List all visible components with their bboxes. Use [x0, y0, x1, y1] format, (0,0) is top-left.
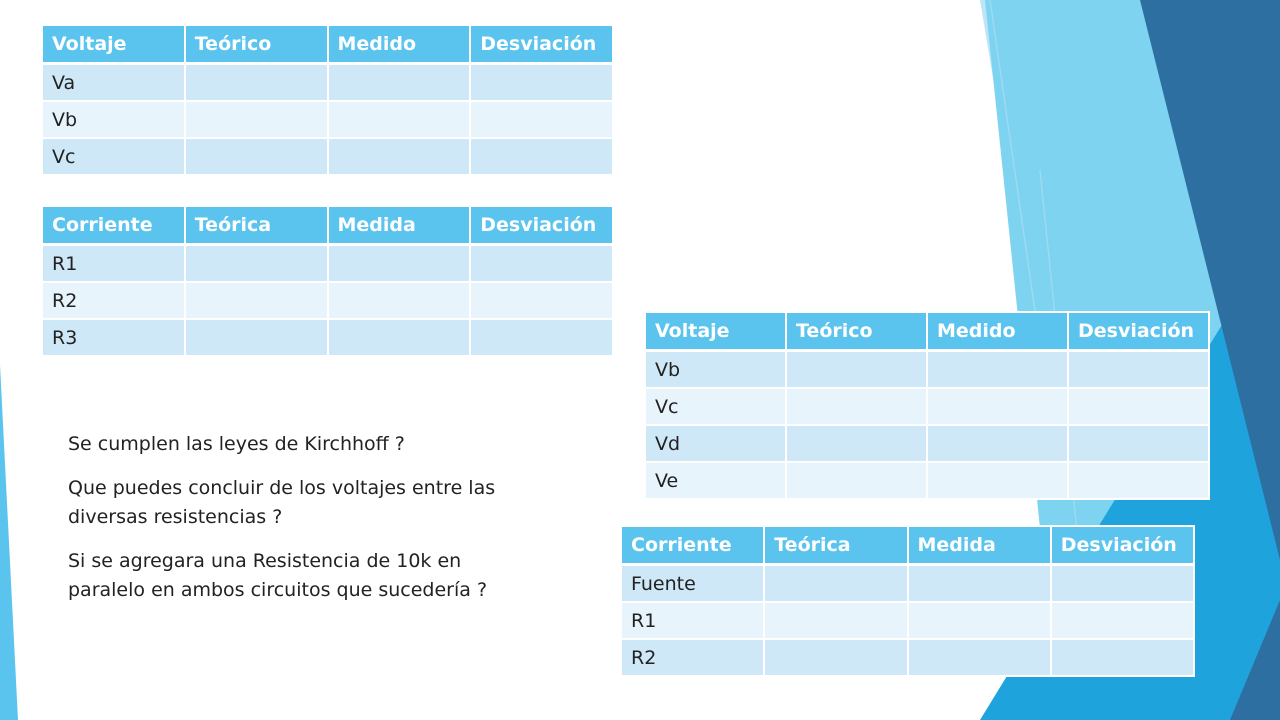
- value-cell: [786, 351, 927, 389]
- value-cell: [1068, 425, 1209, 462]
- value-cell: [786, 425, 927, 462]
- value-cell: [764, 602, 907, 639]
- row-label-cell: R3: [42, 319, 185, 356]
- table-row: [42, 64, 613, 102]
- row-label-cell: Vc: [42, 138, 185, 175]
- value-cell: [786, 462, 927, 499]
- row-label-cell: Ve: [645, 462, 786, 499]
- value-cell: [185, 319, 328, 356]
- current-table-2: [620, 525, 1195, 677]
- column-header: Medida: [328, 206, 471, 245]
- table-row: [42, 245, 613, 283]
- value-cell: [786, 388, 927, 425]
- row-label-cell: Vc: [645, 388, 786, 425]
- voltage-table-1: [41, 24, 614, 176]
- column-header: Teórico: [185, 25, 328, 64]
- value-cell: [470, 319, 613, 356]
- column-header: Desviación: [470, 25, 613, 64]
- row-label-cell: R1: [621, 602, 764, 639]
- value-cell: [328, 282, 471, 319]
- table-row: [42, 282, 613, 319]
- table-header-row: [645, 312, 1209, 351]
- table-header-row: [42, 206, 613, 245]
- table-row: [42, 319, 613, 356]
- table-row: [621, 639, 1194, 676]
- table-header-row: [621, 526, 1194, 565]
- value-cell: [927, 462, 1068, 499]
- value-cell: [470, 282, 613, 319]
- value-cell: [1068, 388, 1209, 425]
- value-cell: [1068, 462, 1209, 499]
- table-row: [621, 565, 1194, 603]
- row-label-cell: Vd: [645, 425, 786, 462]
- value-cell: [927, 388, 1068, 425]
- row-label-cell: R1: [42, 245, 185, 283]
- value-cell: [328, 64, 471, 102]
- row-label-cell: Vb: [42, 101, 185, 138]
- value-cell: [908, 602, 1051, 639]
- value-cell: [185, 245, 328, 283]
- value-cell: [470, 101, 613, 138]
- value-cell: [927, 425, 1068, 462]
- column-header: Medida: [908, 526, 1051, 565]
- value-cell: [328, 101, 471, 138]
- row-label-cell: Fuente: [621, 565, 764, 603]
- value-cell: [908, 565, 1051, 603]
- voltage-table-2: [644, 311, 1210, 500]
- column-header: Medido: [328, 25, 471, 64]
- question-voltages: Que puedes concluir de los voltajes entre las diversas resistencias ?: [68, 477, 496, 528]
- table-row: [42, 101, 613, 138]
- value-cell: [764, 639, 907, 676]
- current-table-1: [41, 205, 614, 357]
- table-row: [645, 462, 1209, 499]
- row-label-cell: R2: [621, 639, 764, 676]
- question-kirchhoff: Se cumplen las leyes de Kirchhoff ?: [68, 433, 405, 455]
- left-accent-shape: [0, 365, 18, 720]
- value-cell: [185, 282, 328, 319]
- value-cell: [328, 245, 471, 283]
- value-cell: [470, 138, 613, 175]
- value-cell: [927, 351, 1068, 389]
- value-cell: [185, 101, 328, 138]
- value-cell: [1068, 351, 1209, 389]
- column-header: Voltaje: [645, 312, 786, 351]
- table-row: [645, 351, 1209, 389]
- column-header: Medido: [927, 312, 1068, 351]
- row-label-cell: R2: [42, 282, 185, 319]
- row-label-cell: Vb: [645, 351, 786, 389]
- value-cell: [1051, 565, 1194, 603]
- value-cell: [470, 64, 613, 102]
- question-resistance: Si se agregara una Resistencia de 10k en paralelo en ambos circuitos que sucedería ?: [68, 550, 488, 601]
- table-row: [645, 425, 1209, 462]
- value-cell: [185, 64, 328, 102]
- value-cell: [470, 245, 613, 283]
- column-header: Corriente: [42, 206, 185, 245]
- column-header: Teórica: [764, 526, 907, 565]
- column-header: Teórico: [786, 312, 927, 351]
- column-header: Voltaje: [42, 25, 185, 64]
- table-header-row: [42, 25, 613, 64]
- table-row: [621, 602, 1194, 639]
- value-cell: [1051, 639, 1194, 676]
- question-text: [68, 430, 508, 620]
- column-header: Teórica: [185, 206, 328, 245]
- table-row: [42, 138, 613, 175]
- column-header: Desviación: [470, 206, 613, 245]
- column-header: Desviación: [1068, 312, 1209, 351]
- value-cell: [1051, 602, 1194, 639]
- value-cell: [908, 639, 1051, 676]
- row-label-cell: Va: [42, 64, 185, 102]
- value-cell: [764, 565, 907, 603]
- value-cell: [185, 138, 328, 175]
- value-cell: [328, 319, 471, 356]
- column-header: Desviación: [1051, 526, 1194, 565]
- table-row: [645, 388, 1209, 425]
- column-header: Corriente: [621, 526, 764, 565]
- value-cell: [328, 138, 471, 175]
